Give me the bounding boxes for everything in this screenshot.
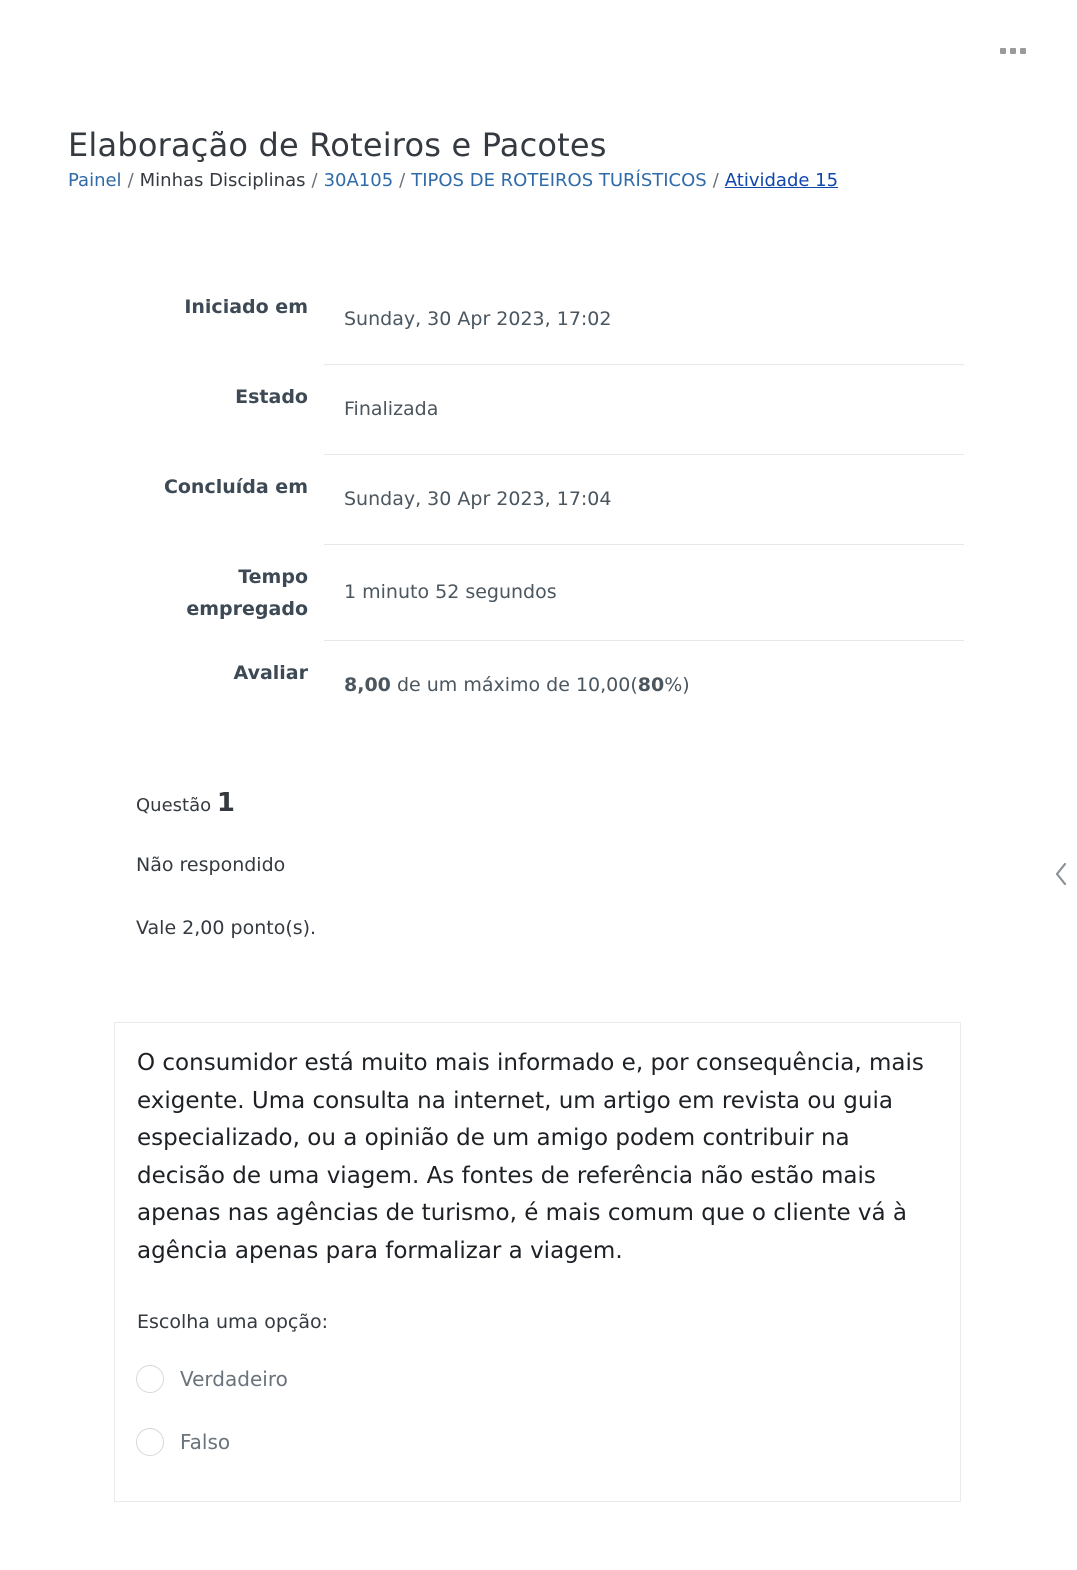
radio-falso[interactable]	[136, 1428, 164, 1456]
drawer-toggle-chevron-left-icon[interactable]	[1052, 860, 1072, 888]
page-title: Elaboração de Roteiros e Pacotes	[68, 126, 607, 164]
summary-label: Concluída em	[163, 476, 308, 498]
summary-label	[186, 561, 308, 625]
summary-label: Estado	[235, 386, 308, 408]
breadcrumb	[68, 170, 838, 191]
breadcrumb-item-activity[interactable]: Atividade 15	[724, 170, 839, 191]
more-options-icon[interactable]	[1000, 44, 1026, 58]
breadcrumb-item-minhas-disciplinas: Minhas Disciplinas	[139, 170, 306, 191]
breadcrumb-separator: /	[127, 170, 134, 191]
option-falso[interactable]	[136, 1428, 230, 1456]
answer-prompt: Escolha uma opção:	[137, 1311, 329, 1333]
breadcrumb-item-section[interactable]: TIPOS DE ROTEIROS TURÍSTICOS	[411, 170, 707, 191]
question-title	[136, 788, 235, 818]
menu-dot	[1010, 48, 1016, 54]
summary-value-grade	[344, 674, 690, 696]
radio-verdadeiro[interactable]	[136, 1365, 164, 1393]
question-state: Não respondido	[136, 854, 286, 876]
breadcrumb-separator: /	[399, 170, 406, 191]
question-number: 1	[216, 788, 235, 818]
summary-label: Iniciado em	[184, 296, 308, 318]
row-divider	[324, 640, 964, 641]
breadcrumb-item-painel[interactable]: Painel	[68, 170, 122, 191]
question-grade: Vale 2,00 ponto(s).	[136, 917, 317, 939]
breadcrumb-separator: /	[712, 170, 719, 191]
option-label[interactable]: Falso	[180, 1430, 231, 1454]
summary-label-line: Tempo	[238, 566, 308, 588]
menu-dot	[1000, 48, 1006, 54]
grade-text: de um máximo de 10,00(	[396, 674, 638, 696]
question-text: O consumidor está muito mais informado e, por consequência, mais exigente. Uma consulta na internet, um artigo em revista ou guia especializado, ou a opinião de um amigo podem contribuir na decisão de uma viagem. As fontes de referência não estão mais apenas nas agências de turismo, é mais comum que o cliente vá à agência apenas para formalizar a viagem.	[137, 1050, 924, 1264]
summary-value-completed: Sunday, 30 Apr 2023, 17:04	[344, 488, 612, 510]
question-info	[136, 788, 235, 818]
summary-label-line: empregado	[186, 598, 308, 620]
summary-value-state: Finalizada	[344, 398, 439, 420]
option-verdadeiro[interactable]	[136, 1365, 288, 1393]
option-label[interactable]: Verdadeiro	[180, 1367, 288, 1391]
question-content	[114, 1022, 961, 1502]
grade-percent: 80	[637, 674, 665, 696]
row-divider	[324, 364, 964, 365]
breadcrumb-item-course[interactable]: 30A105	[323, 170, 394, 191]
row-divider	[324, 544, 964, 545]
question-title-prefix: Questão	[136, 795, 212, 816]
breadcrumb-separator: /	[311, 170, 318, 191]
row-divider	[324, 454, 964, 455]
grade-score: 8,00	[344, 674, 391, 696]
grade-text-end: %)	[664, 674, 690, 696]
menu-dot	[1020, 48, 1026, 54]
summary-value-time-taken: 1 minuto 52 segundos	[344, 581, 557, 603]
summary-value-started: Sunday, 30 Apr 2023, 17:02	[344, 308, 612, 330]
chevron-left-icon	[1052, 860, 1072, 888]
summary-label: Avaliar	[233, 662, 308, 684]
